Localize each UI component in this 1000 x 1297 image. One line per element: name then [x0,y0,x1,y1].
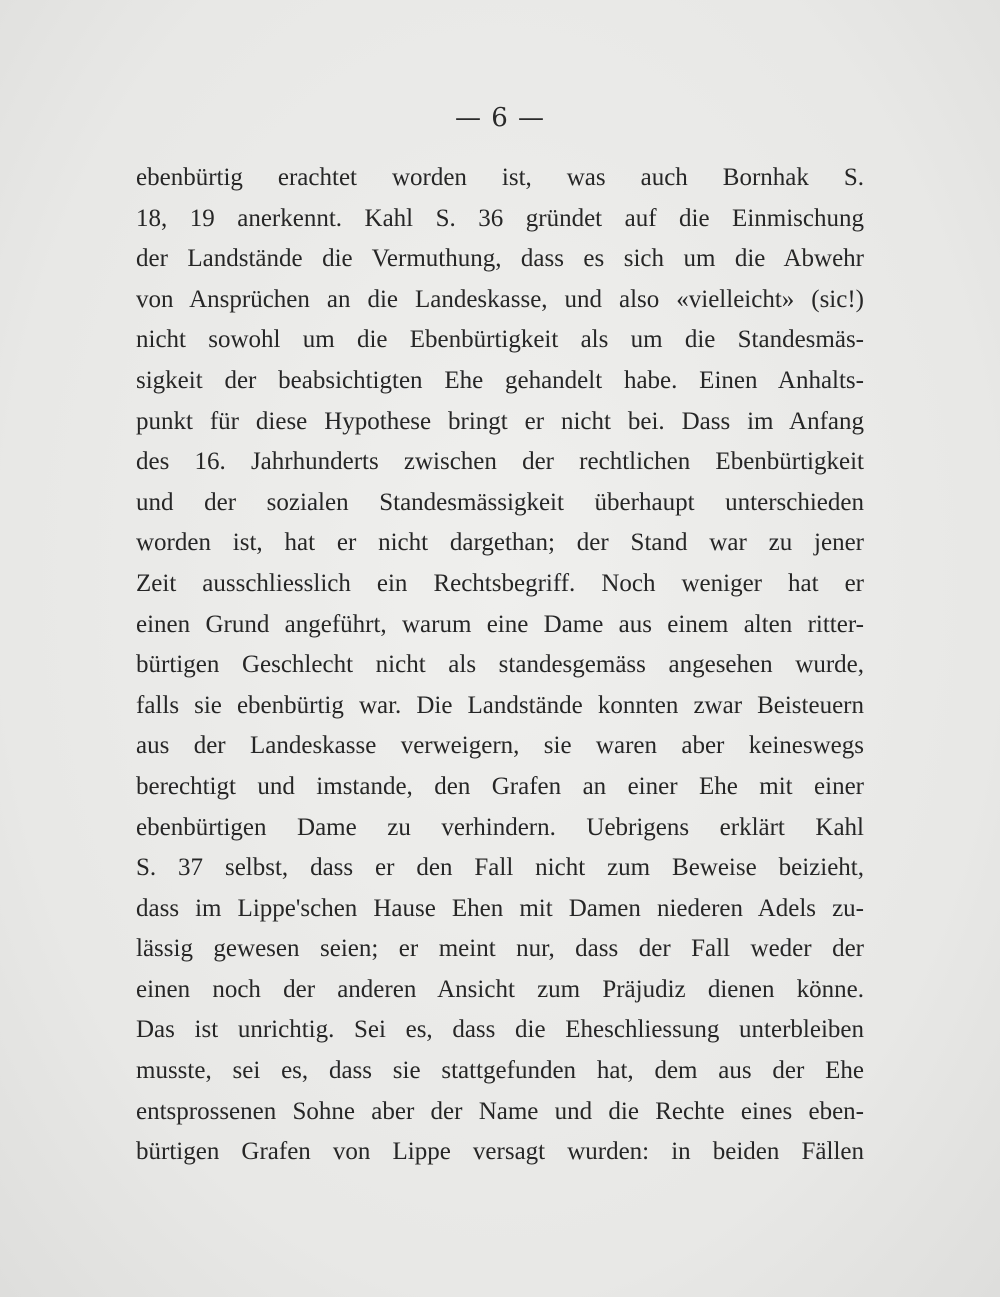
text-line: sigkeit der beabsichtigten Ehe gehandelt habe. Einen Anhalts- [136,366,864,394]
text-line: punkt für diese Hypothese bringt er nicht bei. Dass im Anfang [136,407,864,435]
page-number: — 6 — [454,103,546,133]
body-text [136,158,864,1173]
text-line: der Landstände die Vermuthung, dass es sich um die Abwehr [136,245,864,273]
text-line: S. 37 selbst, dass er den Fall nicht zum Beweise beizieht, [136,854,864,882]
text-line: des 16. Jahrhunderts zwischen der rechtlichen Ebenbürtigkeit [136,448,864,476]
text-line: bürtigen Geschlecht nicht als standesgemäss angesehen wurde, [136,651,864,679]
text-line: und der sozialen Standesmässigkeit überhaupt unterschieden [136,488,864,516]
text-line: einen Grund angeführt, warum eine Dame aus einem alten ritter- [136,610,864,638]
text-line: falls sie ebenbürtig war. Die Landstände konnten zwar Beisteuern [136,691,864,719]
text-line: einen noch der anderen Ansicht zum Präjudiz dienen könne. [136,975,864,1003]
text-line: Zeit ausschliesslich ein Rechtsbegriff. Noch weniger hat er [136,569,864,597]
text-line: dass im Lippe'schen Hause Ehen mit Damen niederen Adels zu- [136,894,864,922]
text-line: 18, 19 anerkennt. Kahl S. 36 gründet auf die Einmischung [136,204,864,232]
text-line: nicht sowohl um die Ebenbürtigkeit als um die Standesmäs- [136,326,864,354]
text-line: Das ist unrichtig. Sei es, dass die Eheschliessung unterbleiben [136,1016,864,1044]
text-line: von Ansprüchen an die Landeskasse, und also «vielleicht» (sic!) [136,285,864,313]
text-line: lässig gewesen seien; er meint nur, dass der Fall weder der [136,935,864,963]
text-line: aus der Landeskasse verweigern, sie waren aber keineswegs [136,732,864,760]
text-line: ebenbürtig erachtet worden ist, was auch Bornhak S. [136,164,864,191]
text-line: musste, sei es, dass sie stattgefunden hat, dem aus der Ehe [136,1057,864,1085]
text-line: bürtigen Grafen von Lippe versagt wurden: in beiden Fällen [136,1138,864,1166]
text-line: ebenbürtigen Dame zu verhindern. Uebrigens erklärt Kahl [136,813,864,841]
text-line: berechtigt und imstande, den Grafen an einer Ehe mit einer [136,772,864,800]
text-line: entsprossenen Sohne aber der Name und die Rechte eines eben- [136,1097,864,1125]
text-line: worden ist, hat er nicht dargethan; der Stand war zu jener [136,529,864,557]
